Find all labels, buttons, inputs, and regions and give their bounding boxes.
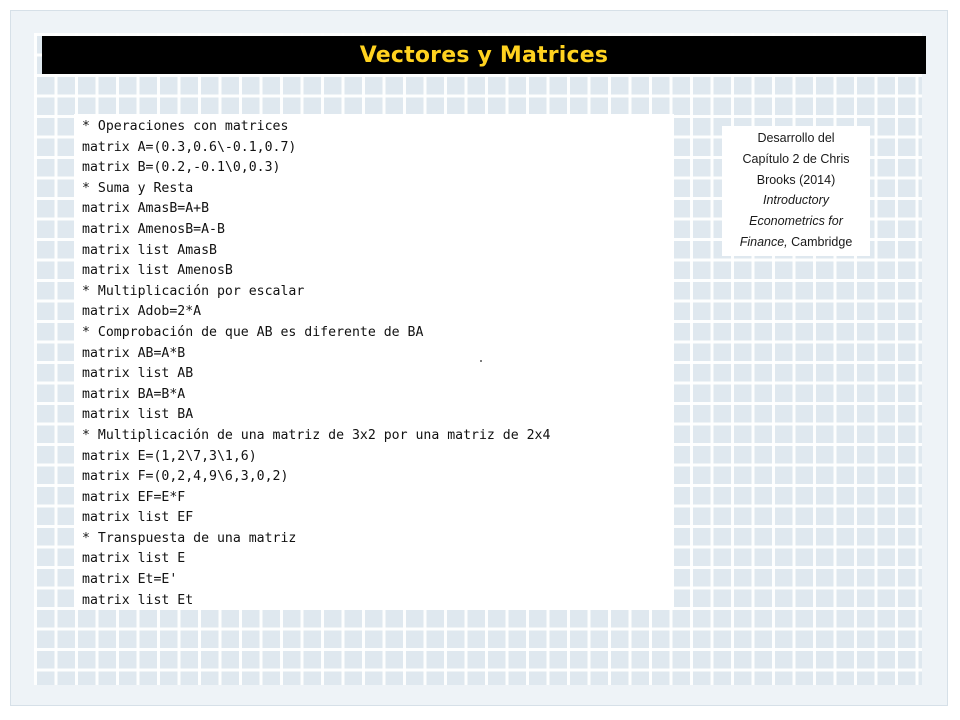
code-line: matrix list E	[82, 551, 186, 567]
slide-title: Vectores y Matrices	[359, 42, 609, 68]
side-note-rest: Cambridge	[787, 234, 853, 249]
code-line: * Multiplicación por escalar	[82, 283, 305, 299]
code-line: matrix AmenosB=A-B	[82, 221, 225, 237]
side-note	[716, 128, 876, 253]
code-line: * Comprobación de que AB es diferente de BA	[82, 324, 424, 340]
stray-dot	[480, 360, 482, 362]
code-line: matrix AmasB=A+B	[82, 201, 210, 217]
code-line: matrix list BA	[82, 407, 194, 423]
code-line: matrix F=(0,2,4,9\6,3,0,2)	[82, 469, 289, 485]
code-line: matrix E=(1,2\7,3\1,6)	[82, 448, 257, 464]
side-note-line: Brooks (2014)	[756, 172, 836, 187]
code-line: matrix list EF	[82, 510, 194, 526]
code-line: matrix B=(0.2,-0.1\0,0.3)	[82, 160, 281, 176]
code-line: matrix EF=E*F	[82, 489, 186, 505]
side-note-line: Introductory	[762, 193, 829, 208]
title-bar	[42, 36, 926, 74]
code-line: * Multiplicación de una matriz de 3x2 por una matriz de 2x4	[82, 427, 551, 443]
code-line: matrix list AmenosB	[82, 263, 233, 279]
side-note-line: Econometrics for	[749, 214, 843, 229]
code-listing	[82, 117, 550, 611]
code-line: matrix list AmasB	[82, 242, 217, 258]
code-line: matrix list AB	[82, 366, 194, 382]
side-note-italic: Finance,	[739, 234, 788, 249]
code-line: * Suma y Resta	[82, 180, 194, 196]
code-line: matrix Et=E'	[82, 572, 178, 588]
side-note-line: Desarrollo del	[757, 131, 835, 145]
code-line: matrix AB=A*B	[82, 345, 186, 361]
code-line: matrix A=(0.3,0.6\-0.1,0.7)	[82, 139, 297, 155]
code-line: * Operaciones con matrices	[82, 119, 289, 134]
side-note-line: Capítulo 2 de Chris	[742, 151, 850, 166]
code-line: * Transpuesta de una matriz	[82, 530, 297, 546]
code-line: matrix BA=B*A	[82, 386, 186, 402]
code-line: matrix Adob=2*A	[82, 304, 202, 320]
code-line: matrix list Et	[82, 592, 194, 608]
side-note-line-6	[716, 232, 876, 253]
